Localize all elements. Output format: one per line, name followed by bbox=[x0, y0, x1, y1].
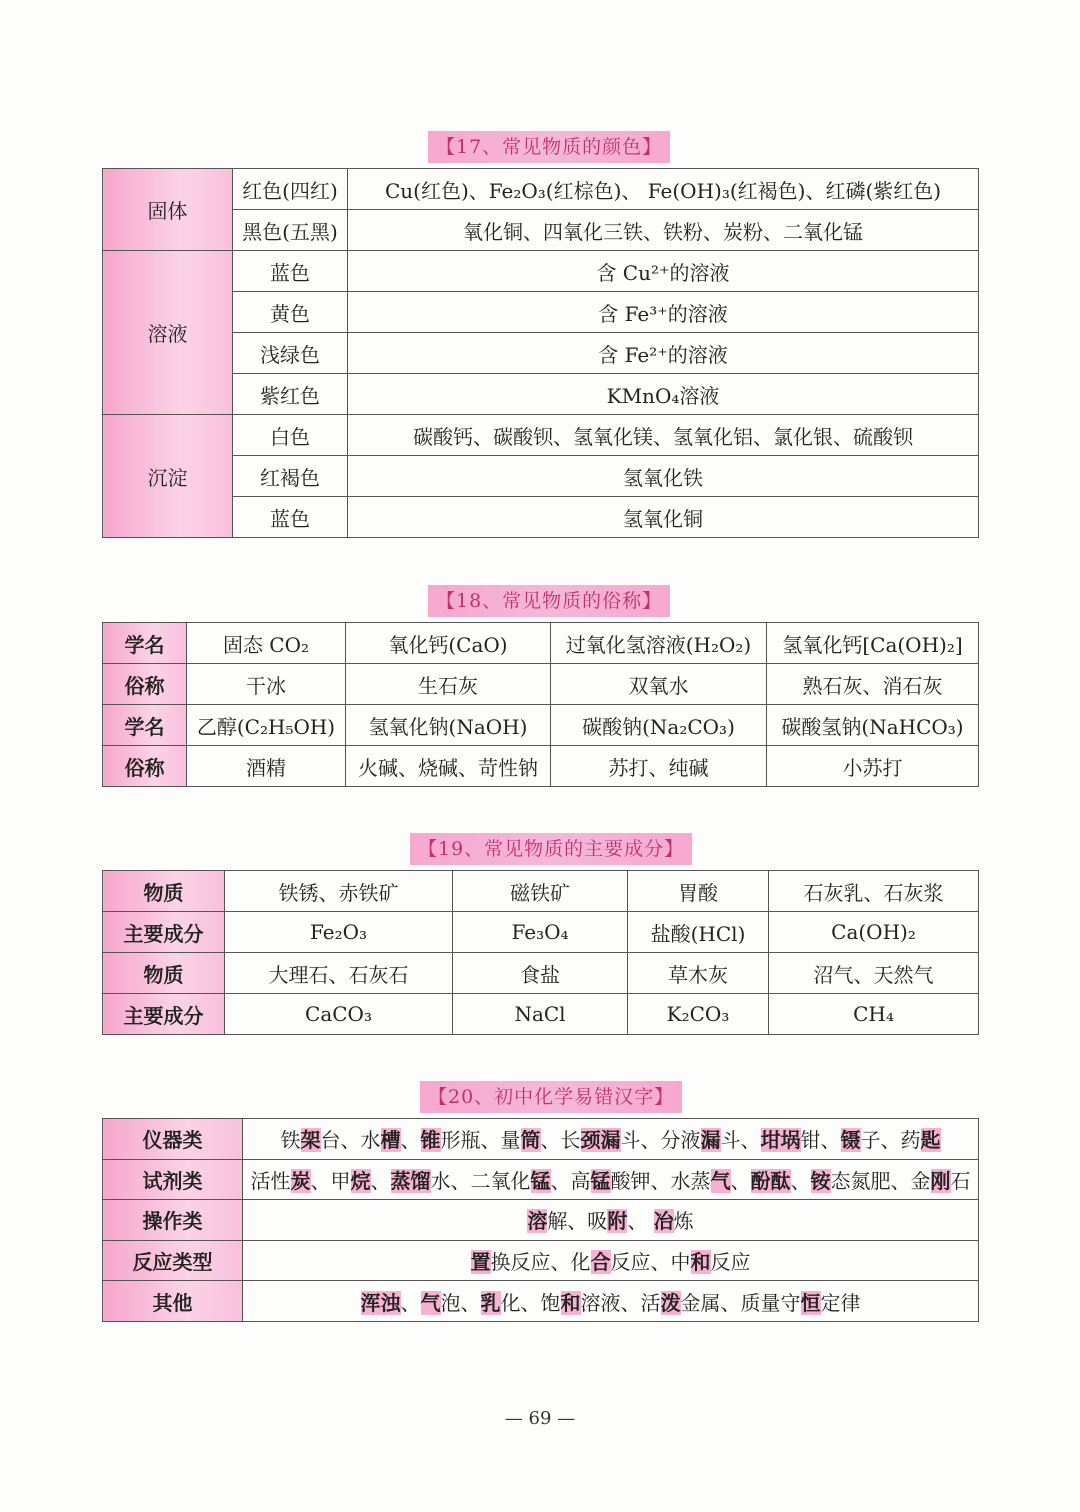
table-row bbox=[103, 497, 979, 538]
table-cell: 苏打、纯碱 bbox=[551, 746, 767, 787]
table-row bbox=[103, 1119, 979, 1160]
substance-cell: 含 Fe²⁺的溶液 bbox=[348, 333, 979, 374]
row-label-cell: 主要成分 bbox=[103, 994, 225, 1035]
highlighted-character: 漏 bbox=[700, 1128, 721, 1153]
table-cell: 大理石、石灰石 bbox=[225, 953, 453, 994]
substance-cell: 氧化铜、四氧化三铁、铁粉、炭粉、二氧化锰 bbox=[348, 210, 979, 251]
highlighted-character: 锰 bbox=[530, 1168, 551, 1193]
text-segment: 反应 bbox=[710, 1250, 751, 1275]
substance-cell: 碳酸钙、碳酸钡、氢氧化镁、氢氧化铝、氯化银、硫酸钡 bbox=[348, 415, 979, 456]
highlighted-character: 漏 bbox=[600, 1128, 621, 1153]
row-label-cell: 操作类 bbox=[103, 1200, 243, 1241]
row-label-cell: 物质 bbox=[103, 953, 225, 994]
highlighted-character: 炭 bbox=[290, 1168, 311, 1193]
highlighted-character: 坩埚 bbox=[760, 1128, 801, 1153]
text-segment: 、 bbox=[790, 1168, 811, 1193]
table-cell: 石灰乳、石灰浆 bbox=[769, 871, 979, 912]
table-row bbox=[103, 953, 979, 994]
text-segment: 活性 bbox=[250, 1168, 291, 1193]
table-row bbox=[103, 1159, 979, 1200]
table-row bbox=[103, 912, 979, 953]
table-row bbox=[103, 210, 979, 251]
highlighted-character: 乳 bbox=[480, 1290, 501, 1315]
table-row bbox=[103, 333, 979, 374]
table-row bbox=[103, 623, 979, 664]
table-cell: CaCO₃ bbox=[225, 994, 453, 1035]
text-segment: 泡、 bbox=[440, 1290, 481, 1315]
color-table bbox=[102, 168, 979, 538]
page-number: — 69 — bbox=[504, 1408, 576, 1429]
color-cell: 紫红色 bbox=[233, 374, 348, 415]
highlighted-character: 锰 bbox=[590, 1168, 611, 1193]
characters-cell bbox=[243, 1119, 979, 1160]
text-segment: 换反应、化 bbox=[490, 1250, 591, 1275]
table-row bbox=[103, 456, 979, 497]
table-cell: K₂CO₃ bbox=[628, 994, 769, 1035]
color-cell: 白色 bbox=[233, 415, 348, 456]
text-segment: 溶液、活 bbox=[580, 1290, 661, 1315]
table-row bbox=[103, 746, 979, 787]
text-segment: 金属、质量守 bbox=[680, 1290, 801, 1315]
substance-cell: 含 Cu²⁺的溶液 bbox=[348, 251, 979, 292]
table-row bbox=[103, 374, 979, 415]
highlighted-character: 刚 bbox=[930, 1168, 951, 1193]
row-label-cell: 试剂类 bbox=[103, 1159, 243, 1200]
text-segment: 石 bbox=[950, 1168, 971, 1193]
characters-cell bbox=[243, 1159, 979, 1200]
highlighted-character: 溶 bbox=[527, 1209, 548, 1234]
table-cell: 盐酸(HCl) bbox=[628, 912, 769, 953]
text-segment: 、甲 bbox=[310, 1168, 351, 1193]
section-17-title: 【17、常见物质的颜色】 bbox=[428, 131, 670, 163]
highlighted-character: 镊 bbox=[840, 1128, 861, 1153]
characters-cell bbox=[243, 1240, 979, 1281]
row-label-cell: 反应类型 bbox=[103, 1240, 243, 1281]
highlighted-character: 槽 bbox=[380, 1128, 401, 1153]
text-segment: 反应、中 bbox=[610, 1250, 691, 1275]
highlighted-character: 架 bbox=[300, 1128, 321, 1153]
table-cell: 过氧化氢溶液(H₂O₂) bbox=[551, 623, 767, 664]
text-segment: 铁 bbox=[280, 1128, 301, 1153]
table-row bbox=[103, 292, 979, 333]
table-row bbox=[103, 251, 979, 292]
table-row bbox=[103, 994, 979, 1035]
highlighted-character: 和 bbox=[690, 1250, 711, 1275]
table-cell: Ca(OH)₂ bbox=[769, 912, 979, 953]
highlighted-character: 烷 bbox=[350, 1168, 371, 1193]
table-cell: Fe₃O₄ bbox=[453, 912, 628, 953]
substance-cell: 氢氧化铜 bbox=[348, 497, 979, 538]
highlighted-character: 附 bbox=[607, 1209, 628, 1234]
text-segment: 定律 bbox=[820, 1290, 861, 1315]
table-cell: 碳酸氢钠(NaHCO₃) bbox=[767, 705, 979, 746]
row-label-cell: 物质 bbox=[103, 871, 225, 912]
text-segment: 态氮肥、金 bbox=[830, 1168, 931, 1193]
text-segment: 斗、分液 bbox=[620, 1128, 701, 1153]
text-segment: 台、水 bbox=[320, 1128, 381, 1153]
substance-cell: 氢氧化铁 bbox=[348, 456, 979, 497]
highlighted-character: 铵 bbox=[810, 1168, 831, 1193]
text-segment: 解、吸 bbox=[547, 1209, 608, 1234]
section-20-title: 【20、初中化学易错汉字】 bbox=[420, 1081, 682, 1113]
row-label-cell: 俗称 bbox=[103, 746, 187, 787]
highlighted-character: 和 bbox=[560, 1290, 581, 1315]
text-segment: 斗、 bbox=[720, 1128, 761, 1153]
table-cell: 胃酸 bbox=[628, 871, 769, 912]
table-cell: 草木灰 bbox=[628, 953, 769, 994]
table-cell: 酒精 bbox=[187, 746, 346, 787]
text-segment: 酸钾、水蒸 bbox=[610, 1168, 711, 1193]
table-cell: 固态 CO₂ bbox=[187, 623, 346, 664]
text-segment: 水、二氧化 bbox=[430, 1168, 531, 1193]
row-label-cell: 俗称 bbox=[103, 664, 187, 705]
color-cell: 浅绿色 bbox=[233, 333, 348, 374]
table-row bbox=[103, 871, 979, 912]
text-segment: 子、药 bbox=[860, 1128, 921, 1153]
row-label-cell: 主要成分 bbox=[103, 912, 225, 953]
color-cell: 蓝色 bbox=[233, 251, 348, 292]
text-segment: 钳、 bbox=[800, 1128, 841, 1153]
table-cell: 乙醇(C₂H₅OH) bbox=[187, 705, 346, 746]
table-cell: 氧化钙(CaO) bbox=[346, 623, 551, 664]
row-label-cell: 学名 bbox=[103, 705, 187, 746]
table-cell: 生石灰 bbox=[346, 664, 551, 705]
category-cell: 溶液 bbox=[103, 251, 233, 415]
row-label-cell: 仪器类 bbox=[103, 1119, 243, 1160]
highlighted-character: 颈 bbox=[580, 1128, 601, 1153]
table-cell: 火碱、烧碱、苛性钠 bbox=[346, 746, 551, 787]
table-cell: 沼气、天然气 bbox=[769, 953, 979, 994]
text-segment: 、 bbox=[627, 1209, 654, 1234]
table-cell: 熟石灰、消石灰 bbox=[767, 664, 979, 705]
table-row bbox=[103, 705, 979, 746]
highlighted-character: 蒸馏 bbox=[390, 1168, 431, 1193]
table-cell: 小苏打 bbox=[767, 746, 979, 787]
substance-cell: Cu(红色)、Fe₂O₃(红棕色)、 Fe(OH)₃(红褐色)、红磷(紫红色) bbox=[348, 169, 979, 210]
text-segment: 、高 bbox=[550, 1168, 591, 1193]
error-prone-characters-table bbox=[102, 1118, 979, 1322]
highlighted-character: 气 bbox=[420, 1290, 441, 1315]
text-segment: 化、饱 bbox=[500, 1290, 561, 1315]
highlighted-character: 浑浊 bbox=[360, 1290, 401, 1315]
characters-cell bbox=[243, 1200, 979, 1241]
highlighted-character: 置 bbox=[470, 1250, 491, 1275]
highlighted-character: 锥 bbox=[420, 1128, 441, 1153]
table-cell: CH₄ bbox=[769, 994, 979, 1035]
text-segment: 、 bbox=[370, 1168, 391, 1193]
table-cell: 氢氧化钠(NaOH) bbox=[346, 705, 551, 746]
text-segment: 、 bbox=[730, 1168, 751, 1193]
table-cell: NaCl bbox=[453, 994, 628, 1035]
category-cell: 沉淀 bbox=[103, 415, 233, 538]
table-cell: 氢氧化钙[Ca(OH)₂] bbox=[767, 623, 979, 664]
table-row bbox=[103, 1240, 979, 1281]
highlighted-character: 合 bbox=[590, 1250, 611, 1275]
highlighted-character: 酚酞 bbox=[750, 1168, 791, 1193]
color-cell: 红色(四红) bbox=[233, 169, 348, 210]
color-cell: 红褐色 bbox=[233, 456, 348, 497]
text-segment: 、 bbox=[400, 1290, 421, 1315]
table-cell: 食盐 bbox=[453, 953, 628, 994]
row-label-cell: 学名 bbox=[103, 623, 187, 664]
substance-cell: KMnO₄溶液 bbox=[348, 374, 979, 415]
table-cell: 碳酸钠(Na₂CO₃) bbox=[551, 705, 767, 746]
table-row bbox=[103, 169, 979, 210]
common-name-table bbox=[102, 622, 979, 787]
text-segment: 炼 bbox=[673, 1209, 694, 1234]
highlighted-character: 冶 bbox=[653, 1209, 674, 1234]
characters-cell bbox=[243, 1281, 979, 1322]
text-segment: 、 bbox=[400, 1128, 421, 1153]
table-row bbox=[103, 1281, 979, 1322]
row-label-cell: 其他 bbox=[103, 1281, 243, 1322]
section-19-title: 【19、常见物质的主要成分】 bbox=[410, 833, 692, 865]
highlighted-character: 恒 bbox=[800, 1290, 821, 1315]
table-row bbox=[103, 415, 979, 456]
category-cell: 固体 bbox=[103, 169, 233, 251]
table-cell: 干冰 bbox=[187, 664, 346, 705]
text-segment: 形瓶、量 bbox=[440, 1128, 521, 1153]
table-cell: Fe₂O₃ bbox=[225, 912, 453, 953]
color-cell: 黑色(五黑) bbox=[233, 210, 348, 251]
highlighted-character: 匙 bbox=[920, 1128, 941, 1153]
highlighted-character: 泼 bbox=[660, 1290, 681, 1315]
highlighted-character: 气 bbox=[710, 1168, 731, 1193]
substance-cell: 含 Fe³⁺的溶液 bbox=[348, 292, 979, 333]
table-cell: 磁铁矿 bbox=[453, 871, 628, 912]
text-segment: 、长 bbox=[540, 1128, 581, 1153]
main-component-table bbox=[102, 870, 979, 1035]
color-cell: 蓝色 bbox=[233, 497, 348, 538]
highlighted-character: 筒 bbox=[520, 1128, 541, 1153]
color-cell: 黄色 bbox=[233, 292, 348, 333]
table-row bbox=[103, 664, 979, 705]
section-18-title: 【18、常见物质的俗称】 bbox=[428, 585, 670, 617]
table-row bbox=[103, 1200, 979, 1241]
table-cell: 双氧水 bbox=[551, 664, 767, 705]
table-cell: 铁锈、赤铁矿 bbox=[225, 871, 453, 912]
